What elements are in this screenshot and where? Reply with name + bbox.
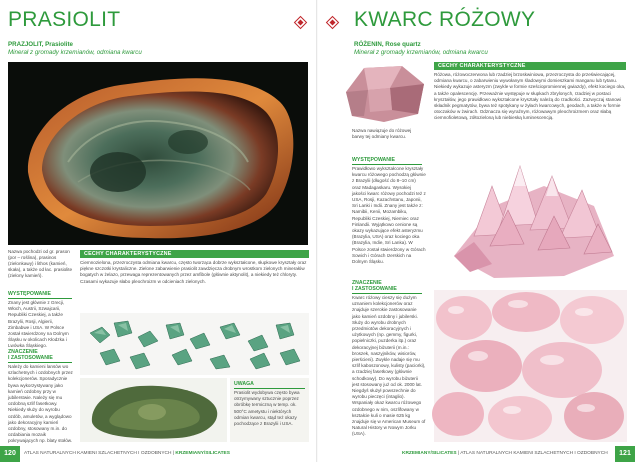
- occurrence-heading: [352, 157, 395, 163]
- subtitle: [354, 41, 594, 56]
- red-diamond-icon: [294, 16, 307, 29]
- usage-heading-line1: ZNACZENIE: [352, 280, 382, 286]
- footer-atlas-title: | ATLAS NATURALNYCH KAMIENI SZLACHETNYCH I OZDOBNYCH: [457, 451, 608, 456]
- occurrence-divider: [8, 298, 72, 299]
- note-divider: [234, 388, 305, 389]
- usage-divider: [8, 362, 72, 363]
- page-title-kwarc-rozowy: KWARC RÓŻOWY: [354, 8, 536, 31]
- green-crystals-illustration: [80, 313, 309, 375]
- page-title-prasiolit: PRASIOLIT: [8, 8, 121, 31]
- page-number-right: 121: [615, 446, 635, 462]
- note-heading: [234, 381, 254, 387]
- subtitle-name: RÓŻENIN, Rose quartz: [354, 41, 421, 48]
- characteristics-header: CECHY CHARAKTERYSTYCZNE: [434, 62, 626, 70]
- occurrence-divider: [352, 164, 422, 165]
- prasiolite-crystals-photo: [80, 313, 309, 375]
- usage-text: Należy do kamieni lansów wo szlachetnych i ozdobnych przez kolekcjonerów. Sporadycznie bywa wykorzystywany jako kamień ozdobny przy w jubilerstwie. Należy się mu ozdobną szlif fasetkowy. Niekiedy służy do wyrobu ozdób, amuletów, a wyglądowo jako dekoracyjny kamień ozdobny, stosowany m.in. do ozdabiania mozaik pokrywających np. blaty stołów.: [8, 364, 73, 444]
- occurrence-heading: [8, 291, 51, 297]
- subtitle: [8, 41, 248, 56]
- rose-quartz-chunk-illustration: [338, 62, 430, 124]
- usage-heading-line1: ZNACZENIE: [8, 349, 38, 355]
- occurrence-text: Znany jest głównie z Grecji, Włoch, Austrii, Szwajcarii, Republiki Czeskiej, a także Brazylii, Rosji, Algierii, Zimbabwe i USA. W Polsce został stwierdzony na Dolnym Śląsku w okolicach Kłodzka i Lwówka Śląskiego.: [8, 300, 69, 349]
- tumbled-stones-illustration: [434, 290, 627, 442]
- name-origin-text: Nazwa nawiązuje do różowej barwy tej odmiany kwarcu.: [352, 128, 412, 139]
- characteristics-header: CECHY CHARAKTERYSTYCZNE: [80, 250, 309, 258]
- note-text: Prasiolit wydobywa często bywa otrzymywany sztucznie poprzez obróbkę termiczną w temp. ok. 500°C ametystu i niektórych odmian kwarcu, stąd też okazy pochodzące z Brazylii i USA.: [234, 390, 300, 427]
- footer-section: KRZEMIANY/SILICATES: [175, 451, 230, 456]
- right-page: [318, 0, 635, 462]
- rough-stone-illustration: [80, 378, 227, 442]
- footer-left: [24, 446, 230, 462]
- subtitle-description: Minerał z gromady krzemianów, odmiana kwarcu: [354, 48, 488, 56]
- usage-heading: [352, 280, 397, 292]
- usage-divider: [352, 293, 422, 294]
- footer-right: [402, 446, 608, 462]
- rose-quartz-tumbled-photo: [434, 290, 627, 442]
- footer-section: KRZEMIANY/SILICATES: [402, 451, 457, 456]
- page-number-left: 120: [0, 446, 20, 462]
- rose-quartz-crystals-photo: [434, 146, 627, 286]
- subtitle-name: PRAZJOLIT, Prasiolite: [8, 41, 73, 48]
- usage-text: Kwarc różowy cieszy się dużym uznaniem kolekcjonerów oraz znajduje szerokie zastosowanie jako kamień ozdobny i jubilerski. Służy do wyrobu drobnych przedmiotów dekoracyjnych i użytkowych (np. gemmy, figurki, popielniczki, puzderka itp.) oraz dekoracyjnej biżuterii (m.in.: broszek, naszyjników, wisiorów, pierścieni). Zwykle nadaje się mu szlif kaboszonowy, kulisty (paciorki), a rzadziej fasetkowy (głównie schodkowy). Do wyrobu biżuterii jest stosowany już od ok. 2000 lat. Niegdyś służył powszechnie do wyrobu pieczęci (intaglio). Wspaniały okaz kwarcu różowego ozdobnego w nim, oszlifowany w kształcie kuli o masie 625 kg znajduje się w American Museum of Natural History w Nowym Jorku (USA).: [352, 295, 426, 437]
- prasiolite-rough-photo: [80, 378, 227, 442]
- occurrence-text: Prawidłowo wykształcone kryształy kwarcu różowego pochodzą głównie z Brazylii (długość do 8–10 cm) oraz Madagaskaru. Wysokiej jakości kwarc różowy pochodzi też z USA, Rosji, Kazachstanu, Japonii, Sri Lanki i Indii. Znany jest także z: Namibii, Kenii, Mozambiku, Republiki Czeskiej, Niemiec oraz Finlandii. Wyjątkowo cenione są okazy wykazujące efekt asteryzmu (Brazylia, USA) oraz kociego oka (Brazylia, Indie, Sri Lanka). W Polsce został stwierdzony w Górach Sowich i Górach Izerskich na Dolnym Śląsku.: [352, 166, 426, 265]
- note-heading-text: UWAGA: [234, 381, 254, 387]
- characteristics-text: Ciemnozielona, przezroczysta odmiana kwarcu, często tworząca dobrze wykształcone, słupkowe kryształy oraz piękne szczotki krystaliczne. Zielone zabarwienie prasiolit zawdzięcza drobnym wrostkom zielonych minerałów bogatych w żelazo, przewaga reprezentowanych przez amfibole (głównie aktynolit), a niekiedy też chloryty. Czasami wykazuje słabo pleochroizm w odcieniach zielonych.: [80, 260, 307, 284]
- red-diamond-icon: [326, 16, 339, 29]
- rose-quartz-rough-photo: [338, 62, 430, 124]
- characteristics-text: Różowa, różowoczerwona lub rzadziej brzoskwiniowa, przezroczysta do przeświecającej, odmiana kwarcu, o zabarwieniu wywołanym śladowymi domieszkami manganu lub tytanu. Niekiedy wykazuje asteryzm (zwykle w formie sześciopromiennej gwiazdy), efekt kociego oka, a także opalescencję. Przeważnie występuje w słupkach zbrylonych, rzadziej w postaci kryształów, jego prawidłowo wykształcone kryształy należą do rzadkości. Zazwyczaj stanowi składnik pegmatytów, bywa też spotykany w żyłach kwarcowych, geodach, a także w formie otoczaków w żwirach. Odznacza się wyraźnym, różowawym pleochroizmem oraz słabą ciemnofioletową, zółtozieloną lub niebieską luminescencją.: [434, 72, 626, 121]
- footer-atlas-title: ATLAS NATURALNYCH KAMIENI SZLACHETNYCH I OZDOBNYCH |: [24, 451, 175, 456]
- occurrence-heading-text: WYSTĘPOWANIE: [352, 157, 395, 163]
- name-origin-text: Nazwa pochodzi od gr. prason (por – roślina), prasinos (zielonkawy) i lithos (kamień, skała), a także od łac. prasiolite (zielony kamień).: [8, 249, 73, 278]
- left-page: [0, 0, 317, 462]
- occurrence-heading-text: WYSTĘPOWANIE: [8, 291, 51, 297]
- prasiolite-main-photo: [8, 62, 308, 245]
- subtitle-description: Minerał z gromady krzemianów, odmiana kwarcu: [8, 48, 142, 56]
- prasiolite-slab-illustration: [8, 62, 308, 245]
- usage-heading-line2: I ZASTOSOWANIE: [8, 355, 53, 361]
- usage-heading: [8, 349, 53, 361]
- pink-crystal-cluster-illustration: [434, 146, 627, 286]
- usage-heading-line2: I ZASTOSOWANIE: [352, 286, 397, 292]
